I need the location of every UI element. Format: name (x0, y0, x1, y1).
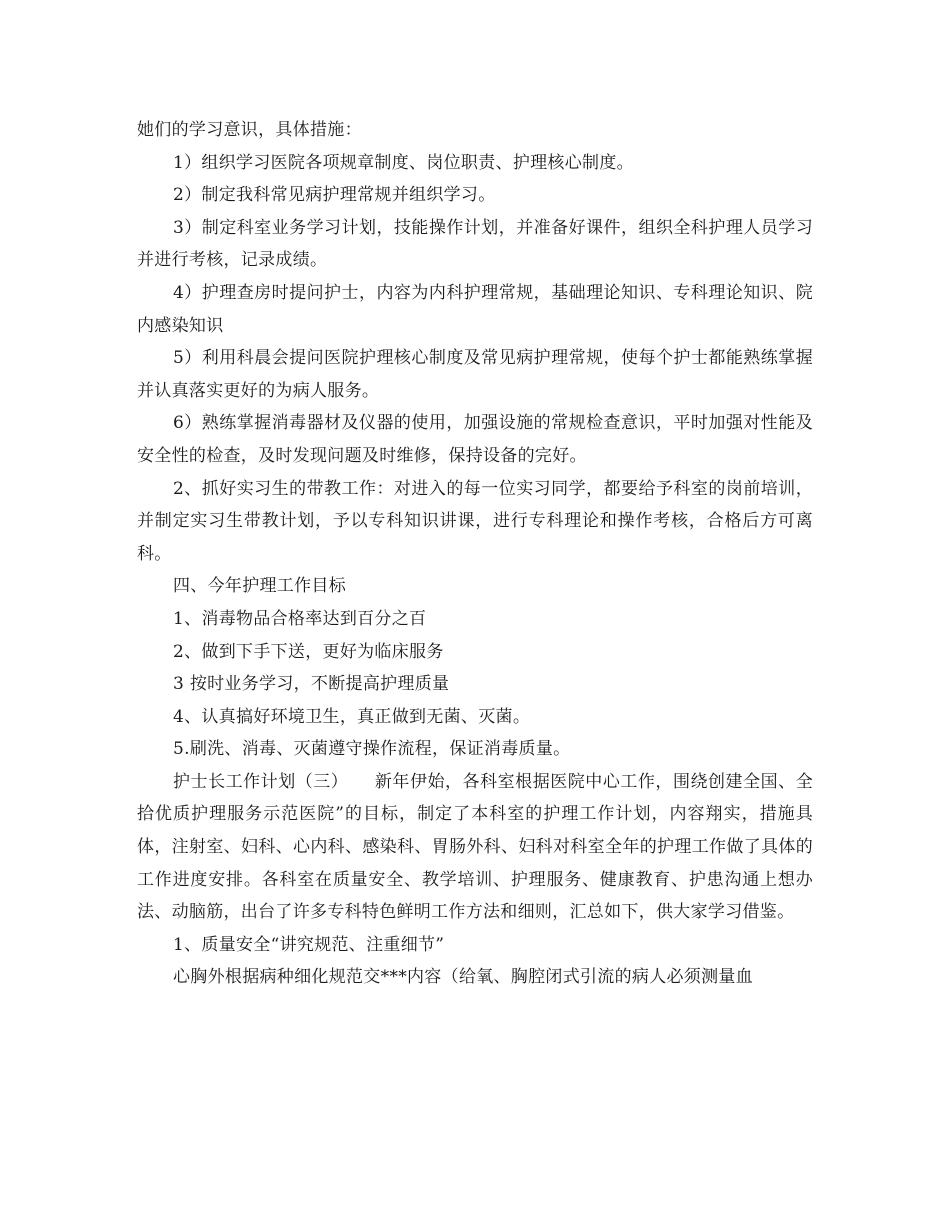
list-item: 5.刷洗、消毒、灭菌遵守操作流程，保证消毒质量。 (173, 739, 571, 760)
list-item: 4、认真搞好环境卫生，真正做到无菌、灭菌。 (173, 706, 531, 727)
paragraph: 她们的学习意识，具体措施： (137, 120, 362, 140)
paragraph: 心胸外根据病种细化规范交***内容（给氧、胸腔闭式引流的病人必须测量血 (173, 967, 753, 988)
document-body (137, 114, 813, 994)
paragraph: 5）利用科晨会提问医院护理核心制度及常见病护理常规，使每个护士都能熟练掌握并认真落实更好的为病人服务。 (137, 348, 813, 401)
paragraph: 2）制定我科常见病护理常规并组织学习。 (173, 185, 496, 206)
paragraph: 6）熟练掌握消毒器材及仪器的使用，加强设施的常规检查意识，平时加强对性能及安全性的检查，及时发现问题及时维修，保持设备的完好。 (137, 413, 813, 466)
paragraph: 2、抓好实习生的带教工作：对进入的每一位实习同学，都要给予科室的岗前培训，并制定实习生带教计划，予以专科知识讲课，进行专科理论和操作考核，合格后方可离科。 (137, 478, 813, 564)
paragraph: 1）组织学习医院各项规章制度、岗位职责、护理核心制度。 (173, 152, 634, 173)
paragraph: 护士长工作计划（三） 新年伊始，各科室根据医院中心工作，围绕创建全国、全拾优质护理服务示范医院”的目标，制定了本科室的护理工作计划，内容翔实，措施具体，注射室、妇科、心内科、感染科、胃肠外科、妇科对科室全年的护理工作做了具体的工作进度安排。各科室在质量安全、教学培训、护理服务、健康教育、护患沟通上想办法、动脑筋，出台了许多专科特色鲜明工作方法和细则，汇总如下，供大家学习借鉴。 (137, 771, 813, 923)
list-item: 1、消毒物品合格率达到百分之百 (173, 608, 427, 629)
paragraph: 3）制定科室业务学习计划，技能操作计划，并准备好课件，组织全科护理人员学习并进行考核，记录成绩。 (137, 217, 813, 271)
list-item: 3 按时业务学习，不断提高护理质量 (173, 674, 450, 695)
list-item: 2、做到下手下送，更好为临床服务 (173, 641, 444, 662)
section-heading: 1、质量安全“讲究规范、注重细节” (173, 934, 445, 955)
section-heading: 四、今年护理工作目标 (173, 576, 346, 597)
paragraph: 4）护理查房时提问护士，内容为内科护理常规，基础理论知识、专科理论知识、院内感染知识 (137, 282, 813, 336)
